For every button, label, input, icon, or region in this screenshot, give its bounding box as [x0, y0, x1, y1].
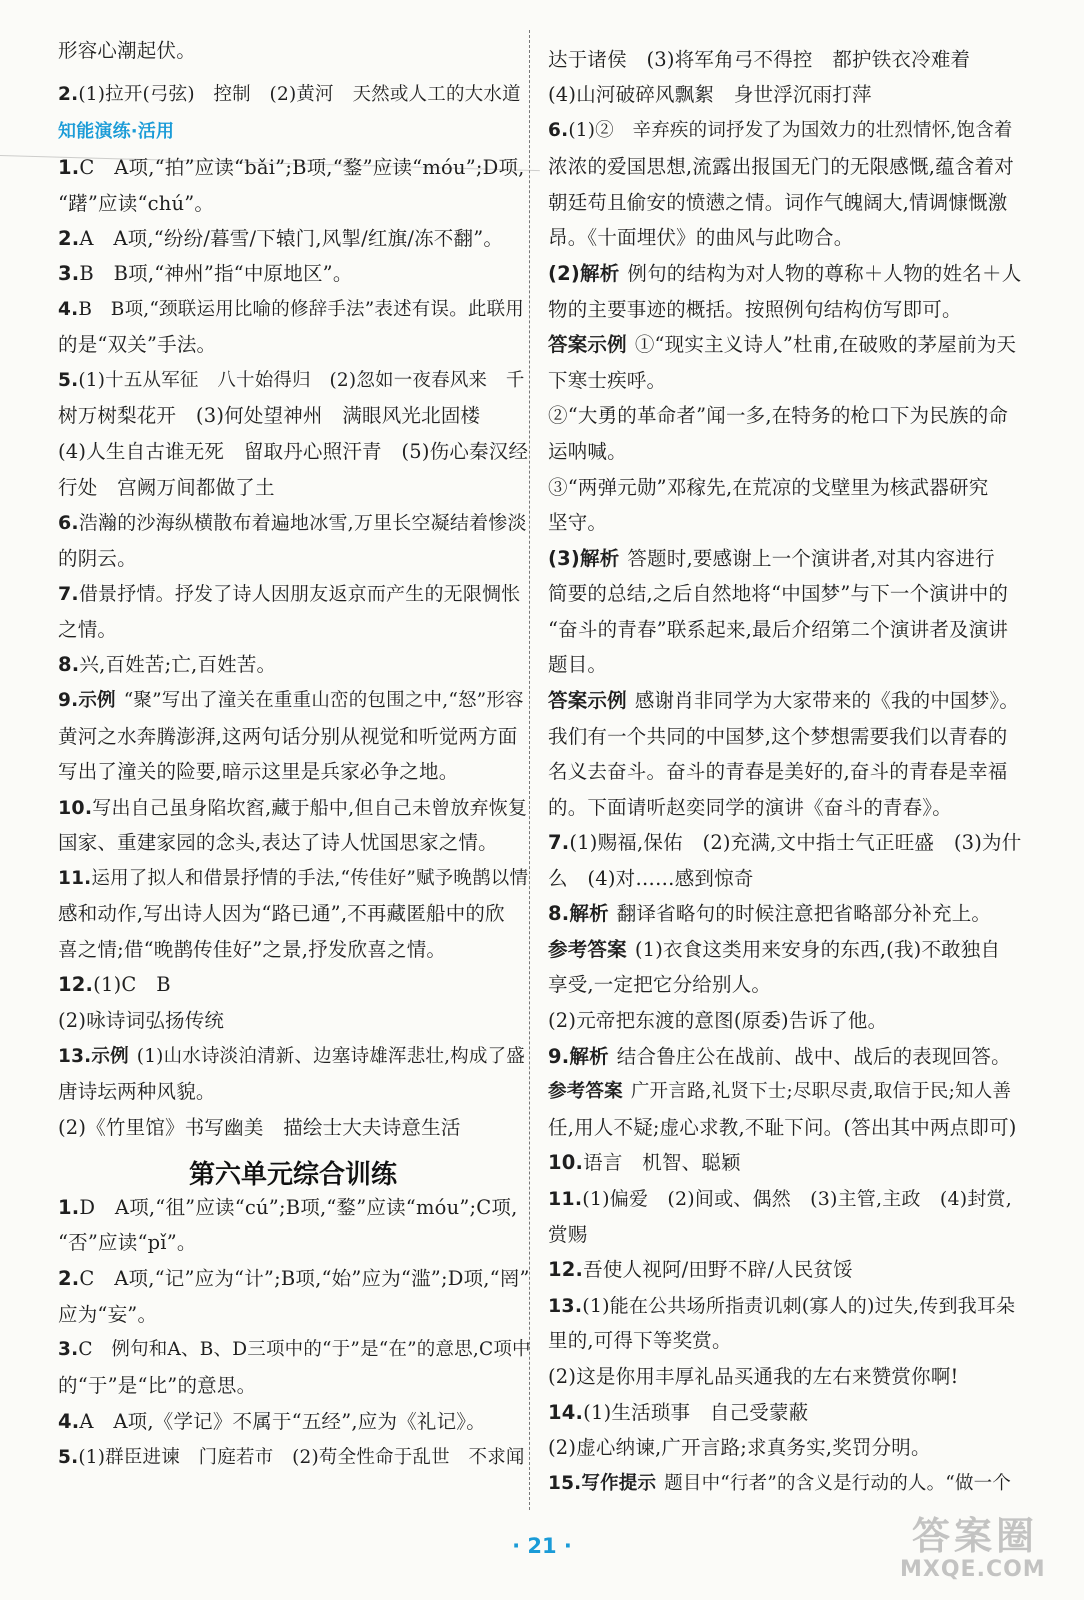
- answer-text: (1)偏爱 (2)间或、偶然 (3)主管,主政 (4)封赏,: [582, 1188, 1012, 1210]
- watermark-logo: [900, 1505, 1070, 1587]
- answer-text: 之情。: [58, 618, 118, 641]
- question-number: 6.: [548, 120, 569, 141]
- answer-text: 任,用人不疑;虚心求教,不耻下问。(答出其中两点即可): [548, 1116, 1017, 1139]
- answer-text: 应为“妄”。: [58, 1303, 158, 1326]
- answer-text: 坚守。: [548, 511, 608, 534]
- text-line: [58, 1409, 486, 1435]
- text-line: [548, 795, 952, 821]
- answer-text: 感和动作,写出诗人因为“路已通”,不再藏匿船中的欣: [58, 902, 505, 925]
- answer-text: 享受,一定把它分给别人。: [548, 973, 772, 996]
- text-line: [548, 439, 627, 465]
- text-line: [548, 581, 1008, 607]
- answer-text: 的。下面请听赵奕同学的演讲《奋斗的青春》。: [548, 796, 952, 819]
- answer-text: 吾使人视阿/田野不辟/人民贫馁: [583, 1258, 853, 1281]
- answer-text: (1)十五从军征 八十始得归 (2)忽如一夜春风来 千: [78, 370, 525, 391]
- question-number: 3.: [58, 262, 80, 285]
- answer-text: 国家、重建家园的念头,表达了诗人忧国思家之情。: [58, 831, 498, 854]
- text-line: [548, 1400, 808, 1426]
- answer-text: A A项,《学记》不属于“五经”,应为《礼记》。: [79, 1410, 486, 1433]
- answer-text: (2)《竹里馆》书写幽美 描绘士大夫诗意生活: [58, 1116, 461, 1139]
- text-line: [58, 652, 276, 678]
- answer-text: 写出自己虽身陷坎窞,藏于船中,但自己未曾放弃恢复: [92, 797, 528, 819]
- answer-text: 简要的总结,之后自然地将“中国梦”与下一个演讲中的: [548, 582, 1009, 605]
- text-line: [58, 546, 137, 572]
- text-line: [548, 154, 1014, 180]
- question-number: 7.: [548, 831, 570, 854]
- question-number: 5.: [58, 1447, 79, 1468]
- question-number: 10.: [58, 797, 93, 819]
- text-line: [58, 937, 446, 963]
- text-line: [58, 1195, 518, 1221]
- text-line: [548, 1293, 1015, 1319]
- text-line: [58, 617, 117, 643]
- text-line: [548, 688, 1019, 714]
- answer-text: “躇”应读“chú”。: [58, 192, 215, 215]
- answer-text: ②“大勇的革命者”闻一多,在特务的枪口下为民族的命: [548, 404, 1009, 427]
- text-line: [58, 261, 353, 287]
- answer-text: (1)拉开(弓弦) 控制 (2)黄河 天然或人工的大水道: [78, 84, 521, 105]
- answer-text: A A项,“纷纷/暮雪/下辕门,风掣/红旗/冻不翻”。: [79, 227, 504, 250]
- question-number: 9.: [58, 690, 79, 711]
- text-line: [548, 1079, 1011, 1105]
- answer-label: 参考答案: [548, 1081, 623, 1102]
- answer-text: ①“现实主义诗人”杜甫,在破败的茅屋前为天: [634, 333, 1017, 356]
- answer-text: (1)山水诗淡泊清新、边塞诗雄浑悲壮,构成了盛: [136, 1046, 525, 1067]
- text-line: [58, 972, 171, 998]
- answer-text: (4)山河破碎风飘絮 身世浮沉雨打萍: [548, 83, 872, 106]
- question-number: 15.: [548, 1473, 582, 1494]
- answer-text: 名义去奋斗。奋斗的青春是美好的,奋斗的青春是幸福: [548, 760, 1008, 783]
- answer-text: 里的,可得下等奖赏。: [548, 1329, 732, 1352]
- answer-text: 运用了拟人和借景抒情的手法,“传佳好”赋予晚鹊以情: [91, 868, 529, 889]
- answer-text: 我们有一个共同的中国梦,这个梦想需要我们以青春的: [548, 725, 1008, 748]
- text-line: [58, 1008, 224, 1034]
- question-number: 9.: [548, 1045, 570, 1068]
- answer-text: 借景抒情。抒发了诗人因朋友返京而产生的无限惆怅: [78, 583, 521, 605]
- text-line: [548, 1044, 1011, 1070]
- answer-text: (2)虚心纳谏,广开言路;求真务实,奖罚分明。: [548, 1436, 931, 1459]
- answer-text: (2)这是你用丰厚礼品买通我的左右来赞赏你啊!: [548, 1365, 959, 1388]
- answer-text: 语言 机智、聪颖: [583, 1151, 741, 1174]
- answer-text: 昂。《十面埋伏》的曲风与此吻合。: [548, 226, 854, 249]
- text-line: [548, 82, 872, 108]
- text-line: [548, 261, 1021, 287]
- answer-text: B B项,“颈联运用比喻的修辞手法”表述有误。此联用: [78, 299, 525, 320]
- answer-text: 唐诗坛两种风貌。: [58, 1080, 216, 1103]
- question-number: 5.: [58, 370, 79, 391]
- text-line: [548, 1115, 1017, 1141]
- answer-text: 喜之情;借“晚鹊传佳好”之景,抒发欣喜之情。: [58, 938, 447, 961]
- answer-text: 兴,百姓苦;亡,百姓苦。: [79, 653, 277, 676]
- question-number: 14.: [548, 1401, 584, 1424]
- text-line: [548, 617, 1008, 643]
- question-number: 4.: [58, 299, 79, 320]
- answer-text: (1)赐福,保佑 (2)充满,文中指士气正旺盛 (3)为什: [569, 831, 1022, 854]
- text-line: [548, 190, 1008, 216]
- answer-text: 下寒士疾呼。: [548, 369, 667, 392]
- answer-text: 广开言路,礼贤下士;尽职尽责,取信于民;知人善: [630, 1081, 1012, 1102]
- text-line: [58, 581, 520, 607]
- text-line: [548, 297, 962, 323]
- text-line: [58, 830, 498, 856]
- question-number: 13.: [58, 1046, 92, 1067]
- text-line: [548, 1435, 931, 1461]
- answer-text: C A项,“拍”应读“bǎi”;B项,“鍪”应读“móu”;D项,: [79, 156, 525, 179]
- text-line: [548, 1186, 1012, 1212]
- text-line: [58, 155, 525, 181]
- text-line: [548, 225, 853, 251]
- question-number: 12.: [548, 1258, 584, 1281]
- answer-text: B B项,“神州”指“中原地区”。: [79, 262, 353, 285]
- text-line: [58, 1266, 530, 1292]
- text-line: [548, 866, 754, 892]
- question-number: 13.: [548, 1295, 583, 1317]
- text-line: [58, 297, 524, 323]
- page-number: · 21 ·: [512, 1534, 572, 1558]
- section-tag: 知能演练·活用: [58, 121, 175, 142]
- text-line: [58, 439, 528, 465]
- text-line: [548, 901, 991, 927]
- text-line: [548, 368, 666, 394]
- question-number: 8.: [548, 902, 570, 925]
- text-line: [548, 759, 1008, 785]
- section-heading: 第六单元综合训练: [188, 1160, 397, 1190]
- text-line: [548, 1222, 587, 1248]
- text-line: [58, 368, 525, 394]
- answer-text: 的是“双关”手法。: [58, 333, 217, 356]
- answer-text: 例句的结构为对人物的尊称＋人物的姓名＋人: [627, 262, 1022, 285]
- text-line: [58, 1230, 197, 1256]
- answer-text: 的阴云。: [58, 547, 137, 570]
- answer-text: 题目中“行者”的含义是行动的人。“做一个: [664, 1473, 1012, 1494]
- answer-text: “奋斗的青春”联系起来,最后介绍第二个演讲者及演讲: [548, 618, 1009, 641]
- text-line: [58, 866, 528, 892]
- answer-text: D A项,“徂”应读“cú”;B项,“鍪”应读“móu”;C项,: [79, 1196, 518, 1219]
- text-line: [58, 1079, 216, 1105]
- answer-text: 赏赐: [548, 1223, 588, 1246]
- answer-label: 示例: [91, 1046, 129, 1067]
- text-line: [548, 972, 771, 998]
- text-line: [58, 1302, 157, 1328]
- answer-text: (1)② 辛弃疾的词抒发了为国效力的壮烈情怀,饱含着: [568, 120, 1013, 141]
- question-number: 1.: [58, 1196, 80, 1219]
- text-line: [58, 191, 214, 217]
- answer-text: 浓浓的爱国思想,流露出报国无门的无限感慨,蕴含着对: [548, 155, 1014, 178]
- answer-text: (1)群臣进谏 门庭若市 (2)苟全性命于乱世 不求闻: [78, 1447, 525, 1468]
- answer-text: 答题时,要感谢上一个演讲者,对其内容进行: [627, 547, 995, 570]
- answer-text: (1)C B: [93, 973, 171, 996]
- text-line: [58, 118, 174, 145]
- text-line: [58, 795, 527, 821]
- text-line: [58, 759, 458, 785]
- answer-text: (1)生活琐事 自己受蒙蔽: [583, 1401, 809, 1424]
- answer-text: 运呐喊。: [548, 440, 627, 463]
- answer-text: 黄河之水奔腾澎湃,这两句话分别从视觉和听觉两方面: [58, 725, 518, 748]
- question-number: 8.: [58, 653, 80, 676]
- answer-text: 达于诸侯 (3)将军角弓不得控 都护铁衣冷难着: [548, 48, 971, 71]
- text-line: [58, 724, 518, 750]
- text-line: [548, 937, 1000, 963]
- watermark-text-bottom: MXQE.COM: [900, 1557, 1046, 1582]
- text-line: [548, 546, 995, 572]
- column-divider: [529, 30, 530, 1510]
- text-line: [58, 38, 196, 64]
- text-line: [548, 830, 1021, 856]
- text-line: [548, 1471, 1011, 1497]
- answer-text: “否”应读“pǐ”。: [58, 1231, 197, 1254]
- text-line: [548, 1257, 853, 1283]
- answer-text: C 例句和A、B、D三项中的“于”是“在”的意思,C项中: [78, 1339, 531, 1360]
- question-number: 1.: [58, 156, 80, 179]
- answer-text: 行处 宫阙万间都做了土: [58, 476, 275, 499]
- text-line: [58, 510, 527, 536]
- text-line: [58, 901, 505, 927]
- question-number: 12.: [58, 973, 94, 996]
- answer-label: 示例: [78, 690, 116, 711]
- text-line: [58, 688, 524, 714]
- answer-text: 题目。: [548, 653, 608, 676]
- text-line: [548, 332, 1016, 358]
- answer-text: 结合鲁庄公在战前、战中、战后的表现回答。: [616, 1045, 1011, 1068]
- answer-text: 感谢肖非同学为大家带来的《我的中国梦》。: [634, 689, 1020, 712]
- question-number: 2.: [58, 84, 79, 105]
- question-number: 2.: [58, 1267, 80, 1290]
- text-line: [548, 724, 1008, 750]
- text-line: [548, 1150, 741, 1176]
- text-line: [548, 118, 1013, 144]
- text-line: [58, 1445, 525, 1471]
- answer-text: (4)人生自古谁无死 留取丹心照汗青 (5)伤心秦汉经: [58, 440, 529, 463]
- answer-text: (1)衣食这类用来安身的东西,(我)不敢独自: [634, 938, 1001, 961]
- text-line: [548, 1328, 732, 1354]
- answer-text: 的“于”是“比”的意思。: [58, 1374, 257, 1397]
- answer-text: 么 (4)对……感到惊奇: [548, 867, 754, 890]
- question-number: 6.: [58, 512, 79, 534]
- answer-label: 答案示例: [548, 333, 627, 356]
- text-line: [548, 475, 988, 501]
- text-line: [548, 47, 970, 73]
- answer-text: (2)咏诗词弘扬传统: [58, 1009, 225, 1032]
- question-number: 7.: [58, 583, 79, 605]
- answer-label: 解析: [569, 902, 609, 925]
- answer-text: 朝廷苟且偷安的愤懑之情。词作气魄阔大,情调慷慨激: [548, 191, 1008, 214]
- answer-label: 答案示例: [548, 689, 627, 712]
- text-line: [548, 1364, 959, 1390]
- question-number: 11.: [548, 1188, 583, 1210]
- question-number: 2.: [58, 227, 80, 250]
- text-line: [548, 1008, 887, 1034]
- text-line: [58, 1115, 461, 1141]
- text-line: [58, 82, 521, 108]
- answer-text: 浩瀚的沙海纵横散布着遍地冰雪,万里长空凝结着惨淡: [78, 512, 527, 534]
- text-line: [548, 652, 607, 678]
- answer-text: 物的主要事迹的概括。按照例句结构仿写即可。: [548, 298, 962, 321]
- question-number: 10.: [548, 1151, 584, 1174]
- text-line: [58, 403, 480, 429]
- answer-label: 写作提示: [581, 1473, 657, 1494]
- answer-label: 参考答案: [548, 938, 627, 961]
- answer-label: (2)解析: [548, 262, 620, 285]
- question-number: 4.: [58, 1410, 80, 1433]
- answer-text: 写出了潼关的险要,暗示这里是兵家必争之地。: [58, 760, 459, 783]
- answer-text: 翻译省略句的时候注意把省略部分补充上。: [616, 902, 992, 925]
- question-number: 3.: [58, 1339, 79, 1360]
- answer-text: (1)能在公共场所指责讥刺(寡人的)过失,传到我耳朵: [582, 1295, 1016, 1317]
- question-number: 11.: [58, 868, 92, 889]
- answer-label: (3)解析: [548, 547, 620, 570]
- text-line: [58, 226, 503, 252]
- text-line: [58, 1337, 531, 1363]
- watermark-text-top: 答案圈: [912, 1514, 1039, 1558]
- answer-text: 形容心潮起伏。: [58, 39, 196, 62]
- text-line: [548, 510, 607, 536]
- answer-text: (2)元帝把东渡的意图(原委)告诉了他。: [548, 1009, 888, 1032]
- text-line: [58, 1373, 256, 1399]
- text-line: [58, 332, 216, 358]
- answer-text: C A项,“记”应为“计”;B项,“始”应为“滥”;D项,“罔”: [79, 1267, 530, 1290]
- text-line: [548, 403, 1008, 429]
- answer-text: “聚”写出了潼关在重重山峦的包围之中,“怒”形容: [123, 690, 524, 711]
- answer-text: ③“两弹元勋”邓稼先,在荒凉的戈壁里为核武器研究: [548, 476, 989, 499]
- text-line: [58, 475, 275, 501]
- answer-text: 树万树梨花开 (3)何处望神州 满眼风光北固楼: [58, 404, 481, 427]
- text-line: [58, 1044, 525, 1070]
- answer-label: 解析: [569, 1045, 609, 1068]
